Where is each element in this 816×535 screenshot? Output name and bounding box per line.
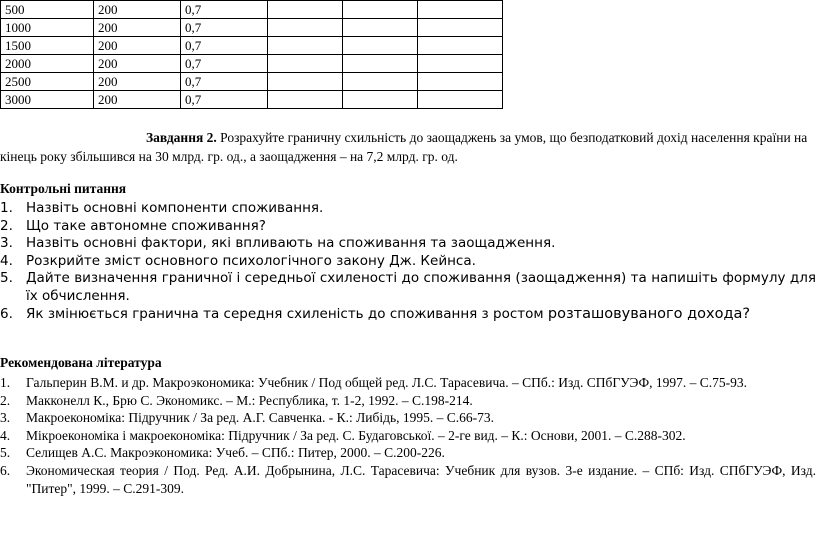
table-cell	[268, 19, 343, 37]
table-cell	[343, 37, 418, 55]
task-text-line2: кінець року збільшився на 30 млрд. гр. од., а заощадження – на 7,2 млрд. гр. од.	[0, 149, 458, 164]
literature-item: 2. Макконелл К., Брю С. Экономикс. – М.: Республика, т. 1-2, 1992. – С.198-214.	[0, 392, 473, 408]
table-cell	[268, 91, 343, 109]
table-cell	[418, 37, 503, 55]
table-cell	[268, 55, 343, 73]
table-cell	[343, 1, 418, 19]
table-cell	[418, 91, 503, 109]
table-row	[1, 73, 503, 91]
table-cell	[268, 1, 343, 19]
table-cell	[418, 73, 503, 91]
table-cell: 500	[1, 1, 94, 19]
table-cell	[418, 1, 503, 19]
table-row	[1, 1, 503, 19]
question-item: 4. Розкрийте зміст основного психологічного закону Дж. Кейнса.	[0, 252, 476, 269]
table-cell: 2500	[1, 73, 94, 91]
table-cell: 2000	[1, 55, 94, 73]
literature-heading: Рекомендована література	[0, 355, 162, 370]
table-cell	[343, 91, 418, 109]
table-cell: 200	[94, 91, 181, 109]
literature-item: 4. Мікроекономіка і макроекономіка: Підручник / За ред. С. Будаговської. – 2-ге вид. – К.: Основи, 2001. – С.288-302.	[0, 427, 686, 443]
question-item: 1. Назвіть основні компоненти споживання.	[0, 200, 324, 216]
table-cell: 0,7	[181, 91, 268, 109]
literature-item: 6. Экономическая теория / Под. Ред. А.И. Добрынина, Л.С. Тарасевича: Учебник для вузов. 3-е издание. – СПб: Изд. СПбГУЭФ, Изд. "Питер", 1999. – С.291-309.	[0, 462, 816, 496]
table-row	[1, 37, 503, 55]
table-cell: 0,7	[181, 1, 268, 19]
literature-item: 3. Макроекономіка: Підручник / За ред. А.Г. Савченка. - К.: Либідь, 1995. – С.66-73.	[0, 410, 495, 426]
table-cell: 200	[94, 73, 181, 91]
table-cell: 200	[94, 1, 181, 19]
table-cell: 1500	[1, 37, 94, 55]
table-cell: 200	[94, 19, 181, 37]
table-cell	[343, 73, 418, 91]
literature-list	[0, 374, 816, 497]
table-cell: 0,7	[181, 55, 268, 73]
question-item: 2. Що таке автономне споживання?	[0, 217, 266, 234]
task-2	[0, 128, 816, 166]
task-label: Завдання 2.	[146, 130, 217, 145]
questions-list	[0, 200, 816, 323]
data-table	[0, 0, 503, 109]
question-item: 3. Назвіть основні фактори, які впливають на споживання та заощадження.	[0, 235, 556, 252]
questions-heading: Контрольні питання	[0, 181, 127, 196]
question-item: 5. Дайте визначення граничної і середньої схиленості до споживання (заощадження) та напишіть формулу для їх обчислення.	[0, 270, 816, 304]
table-cell: 3000	[1, 91, 94, 109]
table-cell: 200	[94, 37, 181, 55]
table-cell: 200	[94, 55, 181, 73]
literature-item: 5. Селищев А.С. Макроэкономика: Учеб. – СПб.: Питер, 2000. – С.200-226.	[0, 445, 445, 461]
table-row	[1, 91, 503, 109]
table-cell: 1000	[1, 19, 94, 37]
table-cell	[343, 55, 418, 73]
task-text-line1: Розрахуйте граничну схильність до заощаджень за умов, що безподатковий дохід населення країни на	[216, 130, 808, 145]
table-cell	[343, 19, 418, 37]
table-cell: 0,7	[181, 37, 268, 55]
table-row	[1, 55, 503, 73]
table-row	[1, 19, 503, 37]
literature-item: 1. Гальперин В.М. и др. Макроэкономика: Учебник / Под общей ред. Л.С. Тарасевича. – СПб.: Изд. СПбГУЭФ, 1997. – С.75-93.	[0, 375, 748, 390]
table-cell	[268, 73, 343, 91]
table-cell: 0,7	[181, 73, 268, 91]
table-cell	[418, 55, 503, 73]
table-cell: 0,7	[181, 19, 268, 37]
table-cell	[268, 37, 343, 55]
question-item: 6. Як змінюється гранична та середня схиленість до споживання з ростом розташовуваного дохода?	[0, 305, 751, 322]
table-cell	[418, 19, 503, 37]
